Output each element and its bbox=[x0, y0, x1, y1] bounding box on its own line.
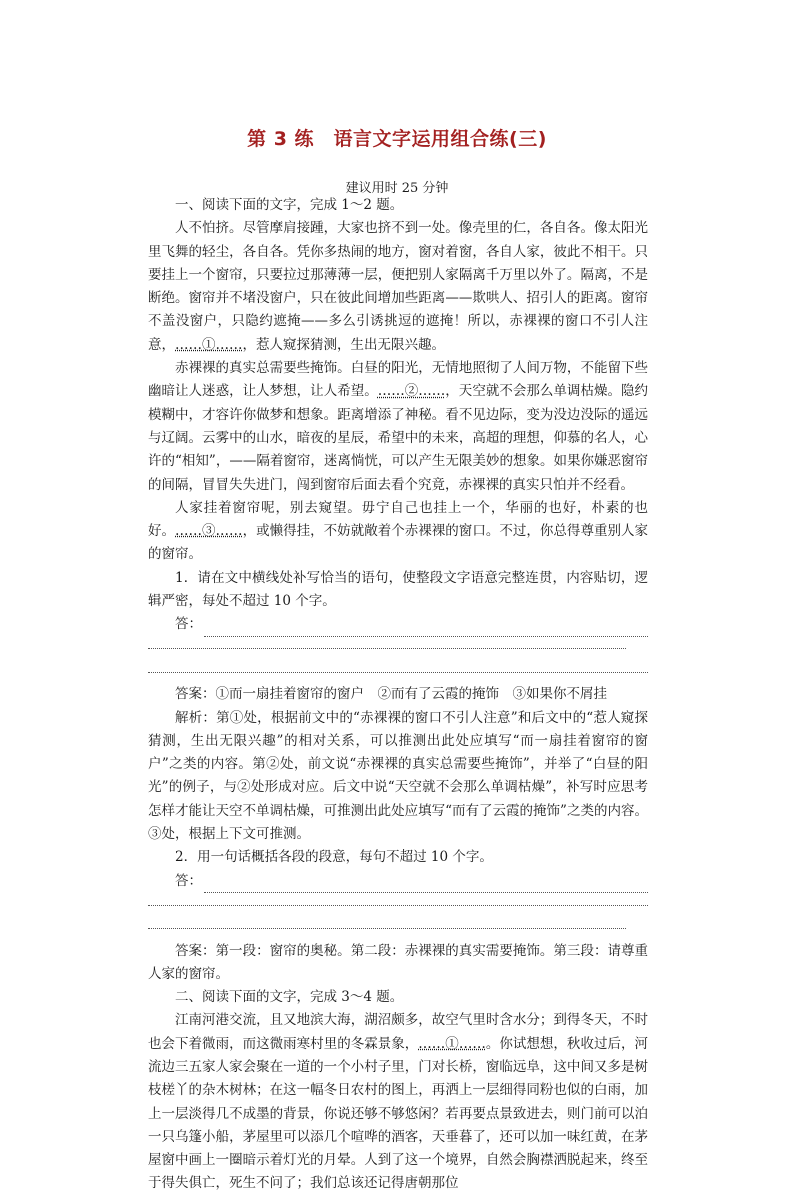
dotted-line bbox=[148, 637, 648, 660]
passage1-paragraph1 bbox=[148, 217, 648, 357]
text-span: ，或懒得挂，不妨就敞着个赤裸裸的窗口。不过，你总得尊重别人家的窗帘。 bbox=[148, 523, 649, 563]
text-span: 人家挂着窗帘呢，别去窥望。毋宁自己也挂上一个，华丽的也好，朴素的也好。 bbox=[148, 499, 648, 540]
blank-3: ……③…… bbox=[175, 523, 243, 540]
blank-1: ……①…… bbox=[418, 1035, 486, 1052]
question-1: 1．请在文中横线处补写恰当的语句，使整段文字语意完整连贯，内容贴切，逻辑严密，每处不超过 10 个字。 bbox=[148, 569, 648, 610]
text-span: ，惹人窥探猜测，生出无限兴趣。 bbox=[242, 336, 445, 353]
document-body bbox=[148, 194, 648, 1196]
dotted-rule bbox=[148, 904, 648, 906]
dotted-rule bbox=[204, 884, 648, 893]
text-span: 江南河港交流，且又地滨大海，湖沼颇多，故空气里时含水分；到得冬天，不时也会下着微雨，而这微雨寒村里的冬霖景象， bbox=[148, 1012, 648, 1052]
dotted-rule bbox=[148, 647, 626, 649]
text-span: 。你试想想，秋收过后，河流边三五家人家会聚在一道的一个小村子里，门对长桥，窗临远阜，这中间又多是树枝槎丫的杂木树林；在这一幅冬日农村的图上，再洒上一层细得同粉也似的白雨，加上一层淡得几不成墨的背景，你说还够不够悠闲？若再要点景致进去，则门前可以泊一只乌篷小船，茅屋里可以添几个喧哗的酒客，天垂暮了，还可以加一味红黄，在茅屋窗中画上一圈暗示着灯光的月晕。人到了这一个境界，自然会胸襟洒脱起来，终至于得失俱亡，死生不问了；我们总该还记得唐朝那位 bbox=[148, 1035, 649, 1192]
passage2-paragraph1 bbox=[148, 1009, 648, 1195]
time-suggestion: 建议用时 25 分钟 bbox=[345, 181, 449, 196]
section1-heading: 一、阅读下面的文字，完成 1～2 题。 bbox=[175, 197, 404, 213]
explanation-1: 解析：第①处，根据前文中的“赤裸裸的窗口不引人注意”和后文中的“惹人窥探猜测，生出无限兴趣”的相对关系，可以推测出此处应填写“而一扇挂着窗帘的窗户”之类的内容。第②处，前文说“赤裸裸的真实总需要些掩饰”，并举了“白昼的阳光”的例子，与②处形成对应。后文中说“天空就不会那么单调枯燥”，补写时应思考怎样才能让天空不单调枯燥，可推测出此处应填写“而有了云霞的掩饰”之类的内容。③处，根据上下文可推测。 bbox=[148, 709, 648, 843]
answer-line-q1 bbox=[148, 613, 648, 636]
text-span: 人不怕挤。尽管摩肩接踵，大家也挤不到一处。像壳里的仁，各自各。像太阳光里飞舞的轻尘，各自各。凭你多热闹的地方，窗对着窗，各自人家，彼此不相干。只要挂上一个窗帘，只要拉过那薄薄一层，便把别人家隔离千万里以外了。隔离，不是断绝。窗帘并不堵没窗户，只在彼此间增加些距离——欺哄人、招引人的距离。窗帘不盖没窗户，只隐约遮掩——多么引诱挑逗的遮掩！所以，赤裸裸的窗口不引人注意， bbox=[148, 220, 648, 353]
blank-2: ……②…… bbox=[377, 383, 446, 400]
page-title: 第 3 练 语言文字运用组合练(三) bbox=[247, 128, 547, 150]
dotted-line bbox=[148, 916, 648, 939]
answer-label: 答： bbox=[175, 616, 202, 633]
dotted-line bbox=[148, 893, 648, 916]
dotted-rule bbox=[148, 671, 648, 673]
text-span: ，天空就不会那么单调枯燥。隐约模糊中，才容许你做梦和想象。距离增添了神秘。看不见边际，变为没边没际的遥远与辽阔。云雾中的山水，暗夜的星辰，希望中的未来，高超的理想，仰慕的名人，心许的“相知”，——隔着窗帘，迷离惝恍，可以产生无限美妙的想象。如果你嫌恶窗帘的间隔，冒冒失失进门，闯到窗帘后面去看个究竟，赤裸裸的真实只怕并不经看。 bbox=[148, 383, 649, 493]
dotted-rule bbox=[148, 927, 626, 929]
section2-heading: 二、阅读下面的文字，完成 3～4 题。 bbox=[175, 989, 404, 1006]
text-span: 赤裸裸的真实总需要些掩饰。白昼的阳光，无情地照彻了人间万物，不能留下些幽暗让人迷惑，让人梦想，让人希望。 bbox=[148, 360, 648, 400]
answer-2: 答案：第一段：窗帘的奥秘。第二段：赤裸裸的真实需要掩饰。第三段：请尊重人家的窗帘。 bbox=[148, 942, 648, 982]
answer-1: 答案：①而一扇挂着窗帘的窗户 ②而有了云霞的掩饰 ③如果你不屑挂 bbox=[175, 686, 607, 703]
answer-label: 答： bbox=[175, 872, 202, 889]
dotted-rule bbox=[204, 628, 648, 637]
passage1-paragraph3 bbox=[148, 497, 648, 567]
answer-line-q2 bbox=[148, 870, 648, 893]
blank-1: ……①…… bbox=[175, 336, 243, 353]
question-2: 2．用一句话概括各段的段意，每句不超过 10 个字。 bbox=[175, 849, 493, 866]
passage1-paragraph2 bbox=[148, 357, 648, 497]
dotted-line bbox=[148, 660, 648, 683]
